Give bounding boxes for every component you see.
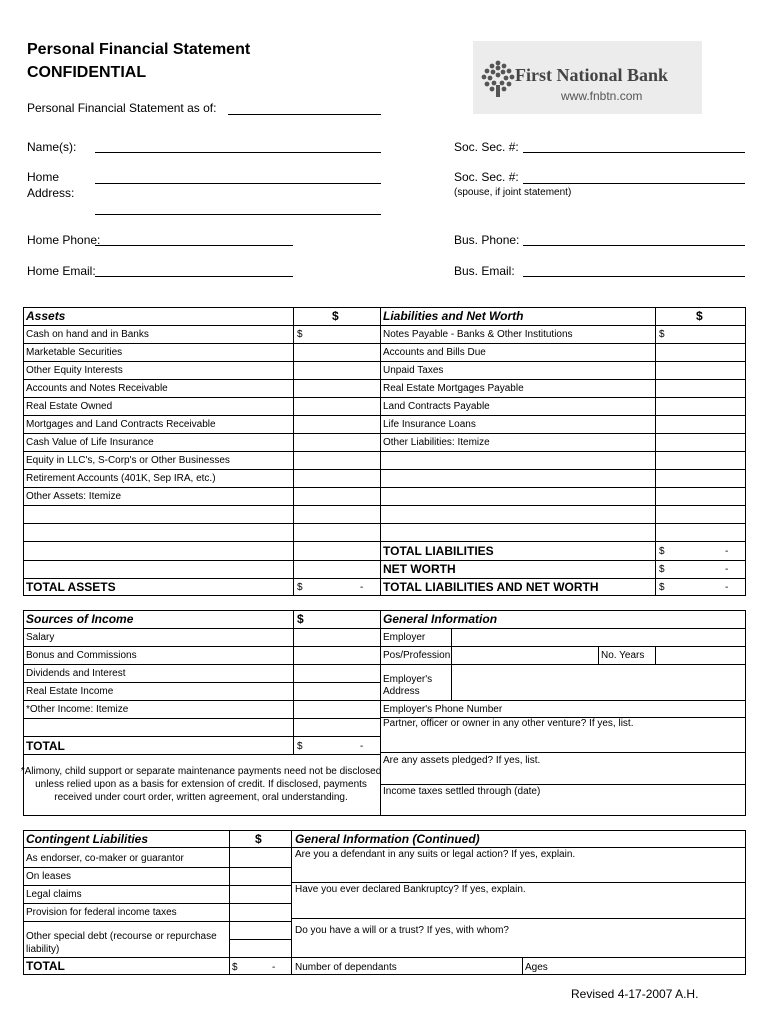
names-label: Name(s): <box>27 140 77 154</box>
bank-logo <box>473 41 702 114</box>
liability-row: Life Insurance Loans <box>383 419 476 430</box>
employer-address-label: Employer's <box>383 674 433 685</box>
partner-question: Partner, officer or owner in any other venture? If yes, list. <box>383 718 634 729</box>
contingent-row: As endorser, co-maker or guarantor <box>26 853 184 864</box>
net-worth-dollar: $ <box>659 564 665 575</box>
asset-row: Equity in LLC's, S-Corp's or Other Businesses <box>26 455 230 466</box>
income-row: Salary <box>26 632 55 643</box>
employer-phone-label: Employer's Phone Number <box>383 704 503 715</box>
bankruptcy-question: Have you ever declared Bankruptcy? If yes, explain. <box>295 884 526 895</box>
income-total-value: - <box>360 741 364 752</box>
asset-row: Mortgages and Land Contracts Receivable <box>26 419 216 430</box>
address-field-2[interactable] <box>95 214 381 215</box>
as-of-date-field[interactable] <box>228 114 381 115</box>
income-total-label: TOTAL <box>26 739 65 753</box>
total-ln-value: - <box>725 582 729 593</box>
dependants-label: Number of dependants <box>295 962 397 973</box>
total-assets-label: TOTAL ASSETS <box>26 580 116 594</box>
tree-logo-icon <box>478 59 518 99</box>
home-label: Home <box>27 170 60 184</box>
liability-row: Other Liabilities: Itemize <box>383 437 490 448</box>
contingent-total-label: TOTAL <box>26 959 65 973</box>
income-row: Dividends and Interest <box>26 668 126 679</box>
bank-name: First National Bank <box>515 65 669 85</box>
total-assets-value: - <box>360 582 364 593</box>
contingent-header: Contingent Liabilities <box>26 832 148 846</box>
general-info-header: General Information <box>383 612 498 626</box>
asset-row: Marketable Securities <box>26 347 123 358</box>
income-row: *Other Income: Itemize <box>26 704 129 715</box>
net-worth-value: - <box>725 564 729 575</box>
will-trust-question: Do you have a will or a trust? If yes, with whom? <box>295 925 509 936</box>
contingent-other-label-2: liability) <box>26 944 60 955</box>
asset-row: Real Estate Owned <box>26 401 113 412</box>
asset-row: Retirement Accounts (401K, Sep IRA, etc.) <box>26 473 216 484</box>
employer-address-label-2: Address <box>383 686 420 697</box>
asset-row: Other Assets: Itemize <box>26 491 122 502</box>
liability-row: Notes Payable - Banks & Other Institutions <box>383 329 573 340</box>
asset-row: Cash on hand and in Banks <box>26 329 149 340</box>
contingent-total-dollar: $ <box>232 962 238 973</box>
revised-note: Revised 4-17-2007 A.H. <box>571 987 699 1001</box>
total-ln-dollar: $ <box>659 582 665 593</box>
income-row: Bonus and Commissions <box>26 650 137 661</box>
ssn2-label: Soc. Sec. #: <box>454 170 519 184</box>
bus-email-field[interactable] <box>523 276 745 277</box>
home-phone-field[interactable] <box>95 245 293 246</box>
assets-header: Assets <box>26 309 66 323</box>
bank-url: www.fnbtn.com <box>561 89 643 103</box>
bus-phone-label: Bus. Phone: <box>454 233 520 247</box>
address-label: Address: <box>27 186 75 200</box>
bus-email-label: Bus. Email: <box>454 264 515 278</box>
total-liabilities-net-worth-label: TOTAL LIABILITIES AND NET WORTH <box>383 580 599 594</box>
contingent-dollar-header: $ <box>255 832 262 846</box>
no-years-label: No. Years <box>601 650 645 661</box>
liability-row: Unpaid Taxes <box>383 365 444 376</box>
liability-notes-dollar: $ <box>659 329 665 340</box>
ages-label: Ages <box>525 962 548 973</box>
total-liabilities-label: TOTAL LIABILITIES <box>383 544 494 558</box>
liability-row: Land Contracts Payable <box>383 401 490 412</box>
employer-label: Employer <box>383 632 426 643</box>
liabilities-header: Liabilities and Net Worth <box>383 309 524 323</box>
asset-row: Accounts and Notes Receivable <box>26 383 168 394</box>
liability-row: Real Estate Mortgages Payable <box>383 383 524 394</box>
home-email-field[interactable] <box>95 276 293 277</box>
total-liabilities-value: - <box>725 546 729 557</box>
income-note: *Alimony, child support or separate maintenance payments need not be disclosed <box>20 766 382 777</box>
ssn2-field[interactable] <box>523 183 745 184</box>
page-title: Personal Financial Statement <box>27 41 251 58</box>
assets-dollar-header: $ <box>332 309 339 323</box>
home-phone-label: Home Phone: <box>27 233 101 247</box>
contingent-total-value: - <box>272 962 276 973</box>
defendant-question: Are you a defendant in any suits or legal action? If yes, explain. <box>295 849 576 860</box>
confidential-label: CONFIDENTIAL <box>27 64 147 81</box>
names-field[interactable] <box>95 152 381 153</box>
as-of-label: Personal Financial Statement as of: <box>27 101 217 115</box>
general-continued-header: General Information (Continued) <box>295 832 480 846</box>
income-note: received under court order, written agreement, oral understanding. <box>54 792 348 803</box>
bus-phone-field[interactable] <box>523 245 745 246</box>
net-worth-label: NET WORTH <box>383 562 456 576</box>
income-header: Sources of Income <box>26 612 134 626</box>
asset-cash-dollar: $ <box>297 329 303 340</box>
spouse-note: (spouse, if joint statement) <box>454 187 572 198</box>
income-taxes-question: Income taxes settled through (date) <box>383 786 541 797</box>
income-dollar-header: $ <box>297 612 304 626</box>
income-note: unless relied upon as a basis for extension of credit. If disclosed, payments <box>35 779 367 790</box>
contingent-row: Legal claims <box>26 889 82 900</box>
asset-row: Other Equity Interests <box>26 365 123 376</box>
home-email-label: Home Email: <box>27 264 96 278</box>
contingent-row: On leases <box>26 871 72 882</box>
address-field-1[interactable] <box>95 183 381 184</box>
contingent-row: Provision for federal income taxes <box>26 907 177 918</box>
asset-row: Cash Value of Life Insurance <box>26 437 154 448</box>
total-liabilities-dollar: $ <box>659 546 665 557</box>
liability-row: Accounts and Bills Due <box>383 347 486 358</box>
liabilities-dollar-header: $ <box>696 309 703 323</box>
ssn-field[interactable] <box>523 152 745 153</box>
income-total-dollar: $ <box>297 741 303 752</box>
pledged-question: Are any assets pledged? If yes, list. <box>383 755 541 766</box>
income-row: Real Estate Income <box>26 686 114 697</box>
contingent-other-label: Other special debt (recourse or repurchase <box>26 931 217 942</box>
ssn-label: Soc. Sec. #: <box>454 140 519 154</box>
pos-profession-label: Pos/Profession <box>383 650 451 661</box>
total-assets-dollar: $ <box>297 582 303 593</box>
